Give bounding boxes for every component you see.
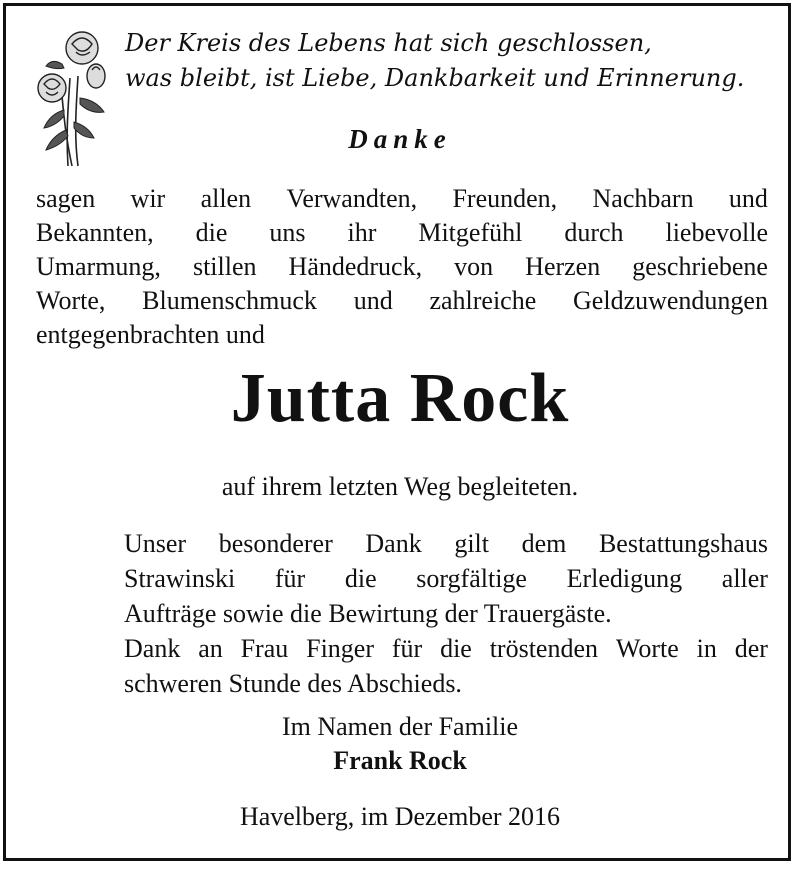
line-text: Aufträge sowie die Bewirtung der Trauergäste. — [124, 599, 612, 628]
motto-line: was bleibt, ist Liebe, Dankbarkeit und Erinnerung. — [125, 64, 745, 92]
word: Frau — [240, 634, 289, 663]
accompany-text: auf ihrem letzten Weg begleiteten. — [221, 472, 579, 501]
word: durch — [564, 218, 624, 247]
word: geschriebene — [632, 252, 768, 281]
word: liebevolle — [665, 218, 768, 247]
word: die — [344, 564, 377, 593]
word: Worte — [615, 634, 679, 663]
word: und — [353, 286, 393, 315]
paragraph-line — [124, 631, 768, 666]
word: der — [734, 634, 768, 663]
word: Unser — [124, 529, 187, 558]
word: Nachbarn — [592, 184, 694, 213]
word: Erledigung — [566, 564, 683, 593]
word: Bekannten, — [36, 218, 154, 247]
paragraph-line — [36, 318, 768, 352]
word: Finger — [306, 634, 375, 663]
word: sagen — [36, 184, 96, 213]
word: an — [198, 634, 223, 663]
heading: Danke — [348, 124, 452, 154]
word: Strawinski — [124, 564, 236, 593]
word: Herzen — [525, 252, 601, 281]
thanks-paragraph — [36, 182, 768, 352]
word: in — [696, 634, 717, 663]
word: Mitgefühl — [418, 218, 523, 247]
word: Geldzuwendungen — [573, 286, 768, 315]
paragraph-line — [124, 526, 768, 561]
word: Umarmung, — [36, 252, 161, 281]
word: dem — [521, 529, 567, 558]
word: wir — [130, 184, 166, 213]
word: Verwandten, — [286, 184, 418, 213]
paragraph-line — [124, 561, 768, 596]
word: und — [728, 184, 768, 213]
word: sorgfältige — [416, 564, 527, 593]
word: Worte, — [36, 286, 106, 315]
word: die — [440, 634, 472, 663]
word: besonderer — [218, 529, 333, 558]
word: für — [391, 634, 423, 663]
word: für — [274, 564, 306, 593]
paragraph-line — [124, 596, 768, 631]
word: Dank — [124, 634, 181, 663]
line-text: entgegenbrachten und — [36, 320, 265, 349]
paragraph-line — [36, 182, 768, 216]
deceased-name: Jutta Rock — [230, 360, 570, 437]
signature-label: Im Namen der Familie — [281, 712, 519, 741]
word: ihr — [347, 218, 377, 247]
word: uns — [269, 218, 306, 247]
word: zahlreiche — [429, 286, 537, 315]
word: tröstenden — [489, 634, 598, 663]
word: gilt — [454, 529, 489, 558]
word: allen — [200, 184, 252, 213]
word: Freunden, — [452, 184, 558, 213]
word: Dank — [365, 529, 422, 558]
paragraph-line — [36, 216, 768, 250]
paragraph-line — [124, 666, 768, 701]
paragraph-line — [36, 284, 768, 318]
special-thanks-paragraph — [124, 526, 768, 701]
signature-name: Frank Rock — [333, 746, 467, 775]
line-text: schweren Stunde des Abschieds. — [124, 669, 462, 698]
word: aller — [721, 564, 768, 593]
word: die — [195, 218, 228, 247]
word: von — [454, 252, 494, 281]
place-date: Havelberg, im Dezember 2016 — [239, 802, 561, 831]
word: Bestattungshaus — [598, 529, 768, 558]
word: Blumenschmuck — [142, 286, 317, 315]
word: Händedruck, — [288, 252, 423, 281]
motto — [125, 26, 765, 96]
paragraph-line — [36, 250, 768, 284]
motto-line: Der Kreis des Lebens hat sich geschlossen, — [125, 29, 652, 57]
word: stillen — [192, 252, 257, 281]
